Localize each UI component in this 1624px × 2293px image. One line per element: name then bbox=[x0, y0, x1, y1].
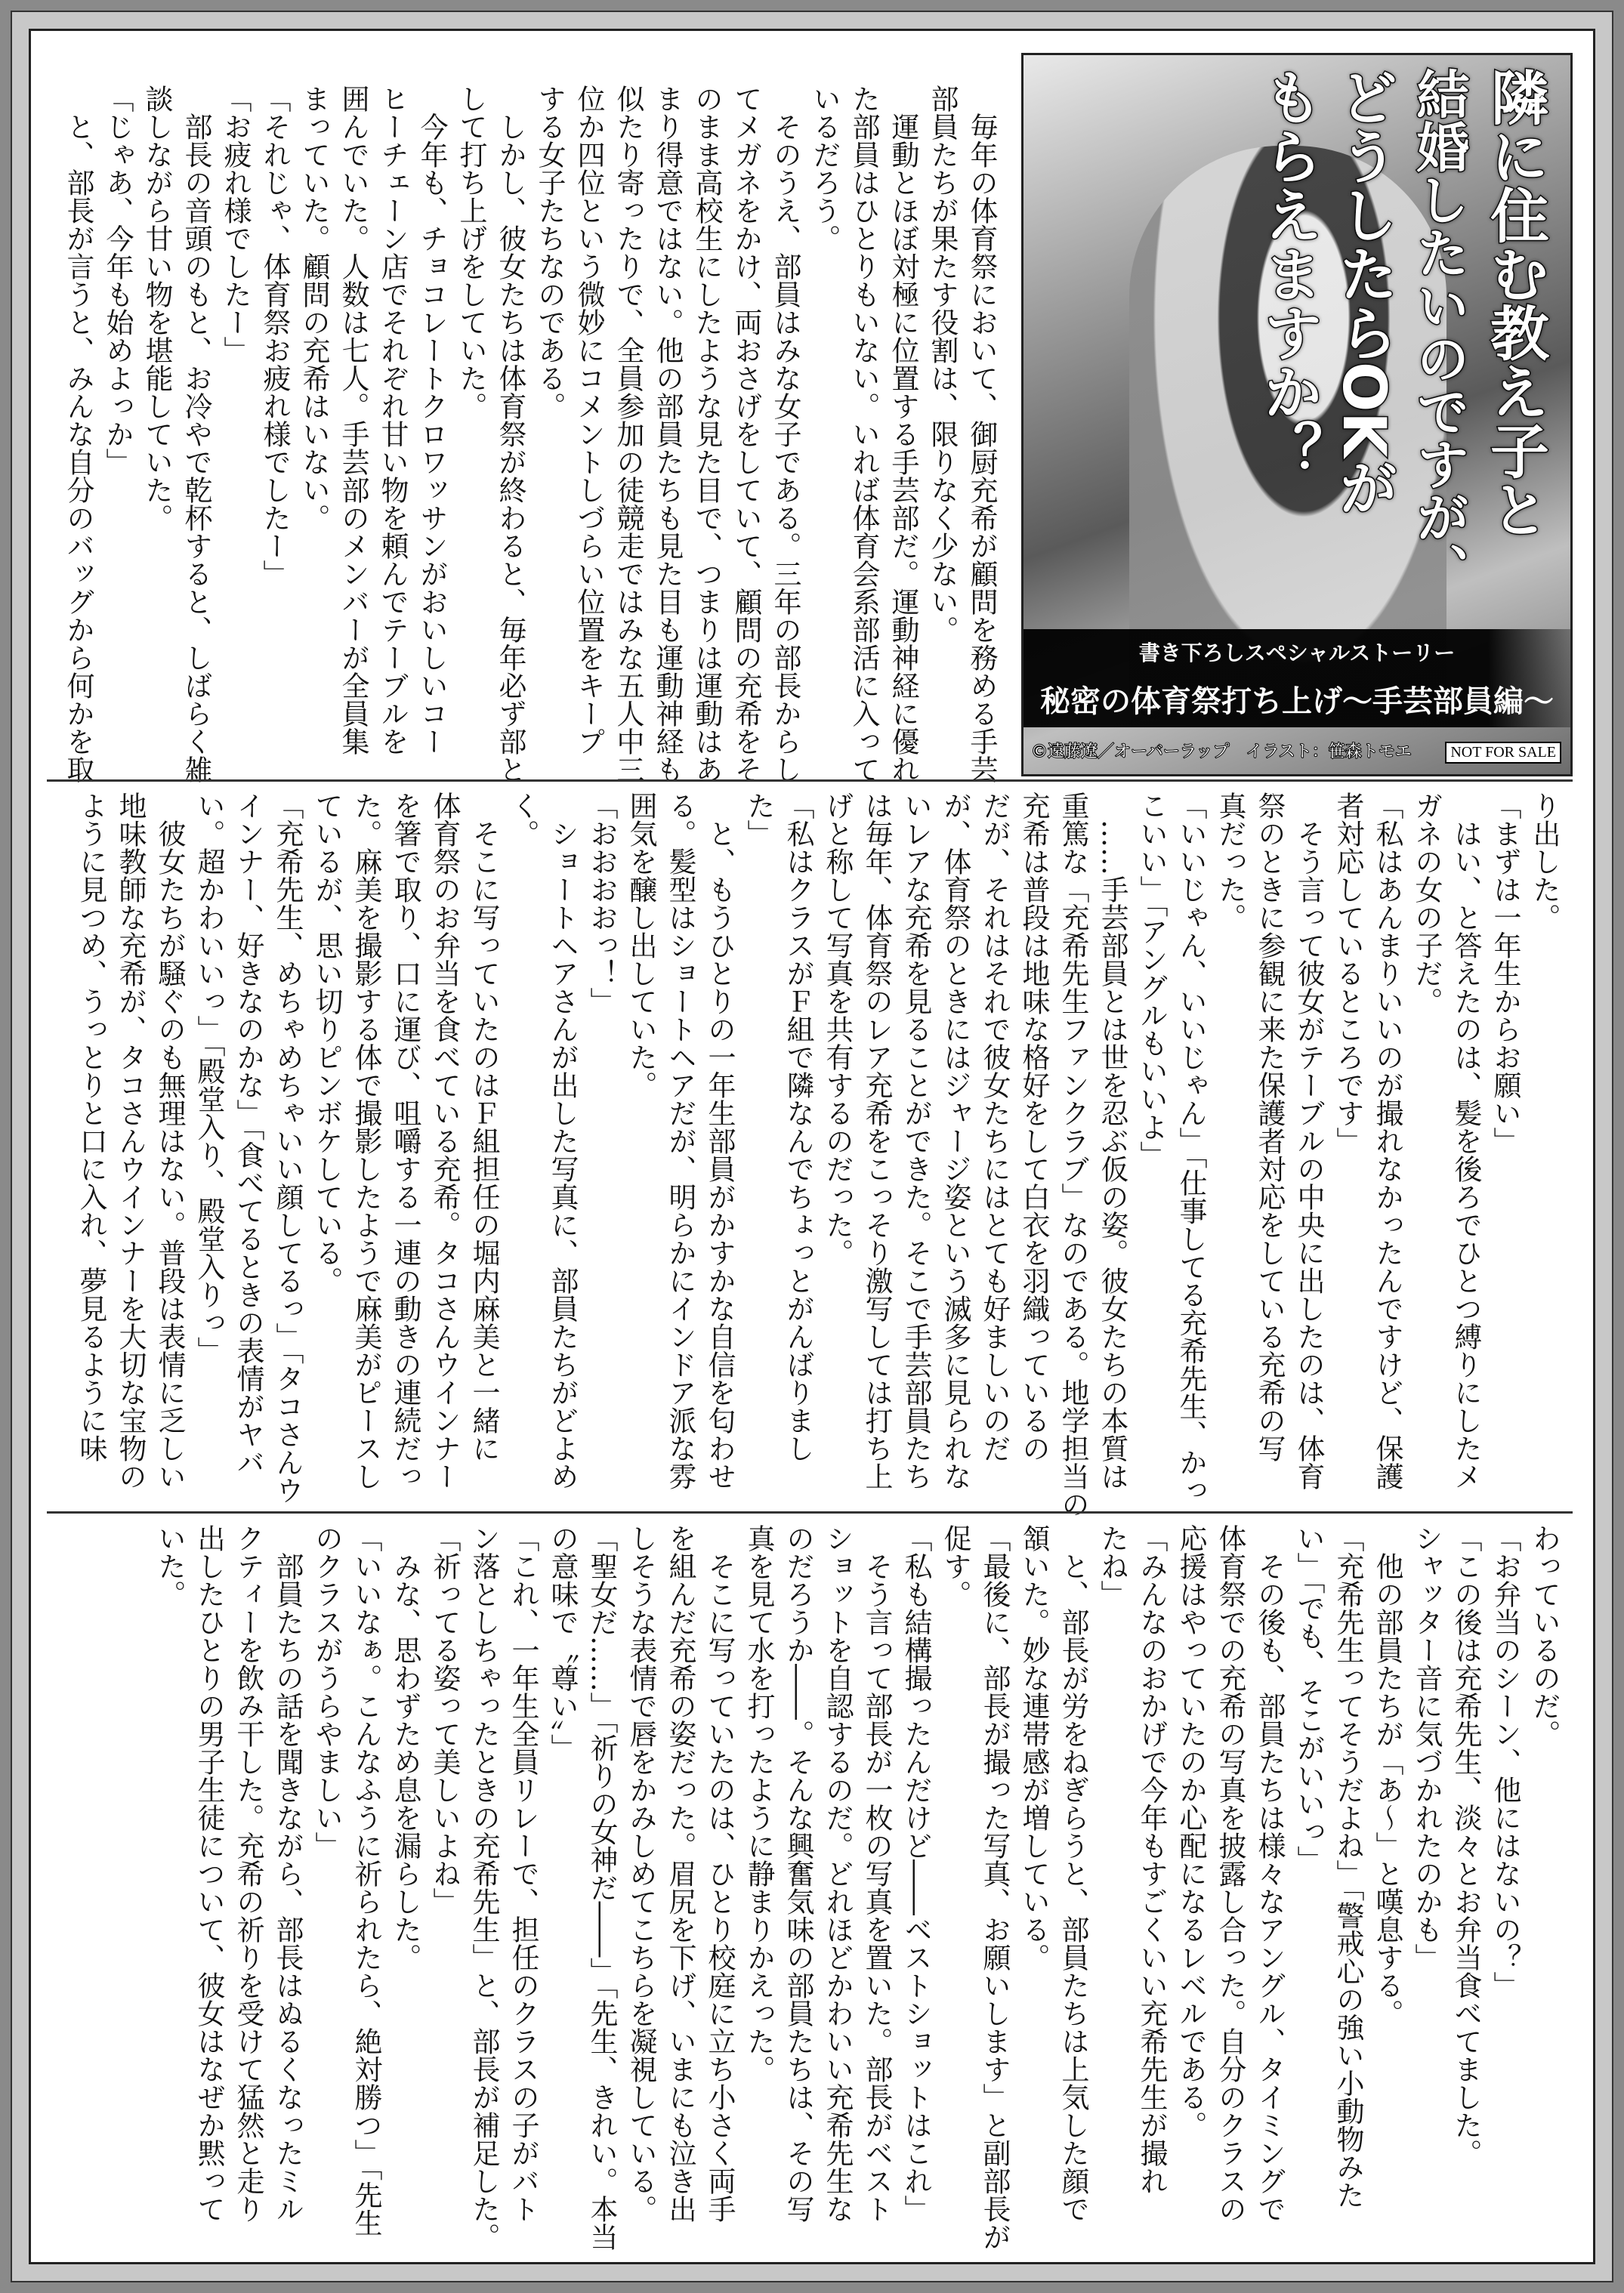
cover-title-line: 結婚したいのですが、 bbox=[1408, 67, 1470, 596]
text-line: しかし、彼女たちは体育祭が終わると、毎年必ず部と bbox=[494, 85, 526, 783]
text-line: そう言って彼女がテーブルの中央に出したのは、体育 bbox=[1292, 792, 1325, 1490]
text-line: 頷いた。妙な連帯感が増している。 bbox=[1017, 1524, 1050, 1971]
text-line: ン落としちゃったときの充希先生」と、部長が補足した。 bbox=[468, 1524, 500, 2251]
cover-title-line: もらえますか？ bbox=[1254, 67, 1322, 480]
text-line: そのうえ、部員はみな女子である。三年の部長からし bbox=[769, 85, 801, 783]
text-line: 出したひとりの男子生徒について、彼女はなぜか黙って bbox=[193, 1524, 225, 2223]
text-line: 真だった。 bbox=[1214, 792, 1246, 931]
text-line: たね」 bbox=[1096, 1524, 1128, 1608]
text-line: 「私はクラスがＦ組で隣なんでちょっとがんばりまし bbox=[782, 792, 814, 1462]
text-line: 彼女たちが騒ぐのも無理はない。普段は表情に乏しい bbox=[153, 792, 186, 1490]
special-story-label: 書き下ろしスペシャルストーリー bbox=[1138, 640, 1456, 665]
text-line: して打ち上げをしていた。 bbox=[455, 85, 487, 420]
text-line: まり得意ではない。他の部員たちも見た目も運動神経も bbox=[651, 85, 684, 783]
cover-title-line: どうしたらOKが bbox=[1329, 67, 1397, 517]
text-line: はい、と答えたのは、髪を後ろでひとつ縛りにしたメ bbox=[1450, 792, 1482, 1490]
text-line: 「いいなぁ。こんなふうに祈られたら、絶対勝つ」「先生 bbox=[350, 1524, 382, 2237]
text-line: た」 bbox=[743, 792, 775, 847]
text-line: 「この後は充希先生、淡々とお弁当食べてました。 bbox=[1450, 1524, 1482, 2167]
text-line: 「祈ってる姿って美しいよね」 bbox=[428, 1524, 461, 1915]
text-line: 似たり寄ったりで、全員参加の徒競走ではみな五人中三 bbox=[612, 85, 644, 783]
text-line: 体育祭のお弁当を食べている充希。タコさんウインナー bbox=[428, 792, 461, 1490]
copyright-credit: ©遠藤遼／オーバーラップ イラスト：笹森トモエ bbox=[1031, 742, 1412, 761]
story-text-middle bbox=[71, 792, 1564, 1518]
text-line: ショートヘアさんが出した写真に、部員たちがどよめ bbox=[546, 792, 579, 1490]
story-text-top bbox=[58, 85, 1001, 783]
text-line: のだろうか――。そんな興奮気味の部員たちは、その写 bbox=[782, 1524, 814, 2223]
text-line: 他の部員たちが「あ〜」と嘆息する。 bbox=[1371, 1524, 1403, 2027]
text-line: と、もうひとりの一年生部員がかすかな自信を匂わせ bbox=[703, 792, 736, 1490]
text-line: 「私も結構撮ったんだけど――ベストショットはこれ」 bbox=[900, 1524, 932, 2223]
text-line: しそうな表情で唇をかみしめてこちらを凝視している。 bbox=[625, 1524, 657, 2223]
text-line: クティーを飲み干した。充希の祈りを受けて猛然と走り bbox=[232, 1524, 264, 2223]
text-line: と、部長が労をねぎらうと、部員たちは上気した顔で bbox=[1057, 1524, 1089, 2223]
text-line: 「おおおおっ！」 bbox=[585, 792, 618, 1015]
text-line: 部員たちの話を聞きながら、部長はぬるくなったミル bbox=[271, 1524, 304, 2223]
text-line: 促す。 bbox=[939, 1524, 971, 1608]
section-divider bbox=[47, 779, 1573, 782]
text-line: 「お弁当のシーン、他にはないの？」 bbox=[1489, 1524, 1521, 1999]
text-line: そう言って部長が一枚の写真を置いた。部長がベスト bbox=[860, 1524, 893, 2223]
text-line: ショットを自認するのだ。どれほどかわいい充希先生な bbox=[821, 1524, 854, 2223]
text-line: 充希は普段は地味な格好をして白衣を羽織っているの bbox=[1017, 792, 1050, 1462]
text-line: 囲んでいた。人数は七人。手芸部のメンバーが全員集 bbox=[337, 85, 369, 755]
text-line: 毎年の体育祭において、御厨充希が顧問を務める手芸 bbox=[965, 85, 998, 783]
text-line: ヒーチェーン店でそれぞれ甘い物を頼んでテーブルを bbox=[376, 85, 409, 755]
text-line: い。超かわいいっ」「殿堂入り、殿堂入りっ」 bbox=[193, 792, 225, 1365]
text-line: 「それじゃ、体育祭お疲れ様でしたー」 bbox=[258, 85, 291, 588]
text-line: ガネの女の子だ。 bbox=[1410, 792, 1443, 1015]
text-line: のまま高校生にしたような見た目で、つまりは運動はあ bbox=[690, 85, 723, 783]
text-line: ように見つめ、うっとりと口に入れ、夢見るように味 bbox=[75, 792, 107, 1462]
text-line: てメガネをかけ、両おさげをしていて、顧問の充希をそ bbox=[730, 85, 762, 783]
text-line: 「最後に、部長が撮った写真、お願いします」と副部長が bbox=[978, 1524, 1011, 2251]
text-line: いレアな充希を見ることができた。そこで手芸部員たち bbox=[900, 792, 932, 1490]
text-line: 「聖女だ……」「祈りの女神だ――」「先生、きれい。本当 bbox=[585, 1524, 618, 2251]
text-line: 真を見て水を打ったように静まりかえった。 bbox=[743, 1524, 775, 2083]
text-line: まっていた。顧問の充希はいない。 bbox=[298, 85, 330, 532]
text-line: 体育祭での充希の写真を披露し合った。自分のクラスの bbox=[1214, 1524, 1246, 2223]
text-line: が、体育祭のときにはジャージ姿という滅多に見られな bbox=[939, 792, 971, 1490]
text-line: シャッター音に気づかれたのかも」 bbox=[1410, 1524, 1443, 1971]
book-cover-illustration bbox=[1021, 53, 1573, 776]
text-line: そこに写っていたのはＦ組担任の堀内麻美と一緒に bbox=[468, 792, 500, 1462]
text-line: い」「でも、そこがいいっ」 bbox=[1292, 1524, 1325, 1874]
text-line: 囲気を醸し出していた。 bbox=[625, 792, 657, 1099]
text-line: 部長の音頭のもと、お冷やで乾杯すると、しばらく雑 bbox=[180, 85, 212, 783]
text-line: た部員はひとりもいない。いれば体育会系部活に入って bbox=[848, 85, 880, 783]
story-title: 秘密の体育祭打ち上げ〜手芸部員編〜 bbox=[1040, 684, 1554, 719]
text-line: ……手芸部員とは世を忍ぶ仮の姿。彼女たちの本質は bbox=[1096, 792, 1128, 1490]
text-line: 「これ、一年生全員リレーで、担任のクラスの子がバト bbox=[507, 1524, 539, 2223]
text-line: する女子たちなのである。 bbox=[533, 85, 566, 420]
text-line: こいい」「アングルもいいよ」 bbox=[1135, 792, 1168, 1169]
story-title-band bbox=[1023, 629, 1570, 727]
text-line: のクラスがうらやましい」 bbox=[310, 1524, 343, 1859]
text-line: わっているのだ。 bbox=[1528, 1524, 1561, 1748]
text-line: り出した。 bbox=[1528, 792, 1561, 931]
text-line: 「みんなのおかげで今年もすごくいい充希先生が撮れ bbox=[1135, 1524, 1168, 2195]
text-line: いた。 bbox=[153, 1524, 186, 1608]
text-line: は毎年、体育祭のレア充希をこっそり激写しては打ち上 bbox=[860, 792, 893, 1490]
text-line: 「私はあんまりいいのが撮れなかったんですけど、保護 bbox=[1371, 792, 1403, 1490]
text-line: だが、それはそれで彼女たちにはとても好ましいのだ bbox=[978, 792, 1011, 1462]
text-line: インナー、好きなのかな」「食べてるときの表情がヤバ bbox=[232, 792, 264, 1477]
text-line: 今年も、チョコレートクロワッサンがおいしいコー bbox=[415, 85, 448, 755]
story-text-bottom bbox=[150, 1524, 1564, 2251]
text-line: 「じゃあ、今年も始めよっか」 bbox=[101, 85, 134, 476]
section-divider bbox=[47, 1511, 1573, 1514]
text-line: 「いいじゃん、いいじゃん」「仕事してる充希先生、かっ bbox=[1175, 792, 1207, 1504]
text-line: と、部長が言うと、みんな自分のバッグから何かを取 bbox=[62, 85, 94, 783]
text-line: げと称して写真を共有するのだった。 bbox=[821, 792, 854, 1267]
text-line: の意味で〝尊い〟」 bbox=[546, 1524, 579, 1762]
text-line: 位か四位という微妙にコメントしづらい位置をキープ bbox=[573, 85, 605, 755]
text-line: を箸で取り、口に運び、咀嚼する一連の動きの連続だっ bbox=[389, 792, 421, 1490]
text-line: いるだろう。 bbox=[808, 85, 841, 252]
text-line: を組んだ充希の姿だった。眉尻を下げ、いまにも泣き出 bbox=[664, 1524, 696, 2223]
text-line: その後も、部員たちは様々なアングル、タイミングで bbox=[1253, 1524, 1286, 2223]
text-line: る。髪型はショートヘアだが、明らかにインドア派な雰 bbox=[664, 792, 696, 1490]
text-line: ているが、思い切りピンボケしている。 bbox=[310, 792, 343, 1295]
text-line: みな、思わずため息を漏らした。 bbox=[389, 1524, 421, 1971]
cover-title bbox=[1250, 67, 1552, 619]
text-line: そこに写っていたのは、ひとり校庭に立ち小さく両手 bbox=[703, 1524, 736, 2223]
text-line: 運動とほぼ対極に位置する手芸部だ。運動神経に優れ bbox=[887, 85, 919, 783]
text-line: 地味教師な充希が、タコさんウインナーを大切な宝物の bbox=[114, 792, 147, 1490]
text-line: 談しながら甘い物を堪能していた。 bbox=[140, 85, 173, 532]
text-line: 「お疲れ様でしたー」 bbox=[219, 85, 252, 364]
text-line: 部員たちが果たす役割は、限りなく少ない。 bbox=[926, 85, 959, 643]
text-line: 祭のときに参観に来た保護者対応をしている充希の写 bbox=[1253, 792, 1286, 1462]
text-line: 「まずは一年生からお願い」 bbox=[1489, 792, 1521, 1155]
text-line: 「充希先生ってそうだよね」「警戒心の強い小動物みた bbox=[1332, 1524, 1364, 2209]
cover-title-line: 隣に住む教え子と bbox=[1480, 67, 1548, 539]
text-line: た。麻美を撮影する体で撮影したようで麻美がピースし bbox=[350, 792, 382, 1490]
text-line: 応援はやっていたのか心配になるレベルである。 bbox=[1175, 1524, 1207, 2139]
text-line: く。 bbox=[507, 792, 539, 847]
text-line: 重篤な「充希先生ファンクラブ」なのである。地学担当の bbox=[1057, 792, 1089, 1518]
text-line: 「充希先生、めちゃめちゃいい顔してるっ」「タコさんウ bbox=[271, 792, 304, 1504]
text-line: 者対応しているところです」 bbox=[1332, 792, 1364, 1155]
not-for-sale-badge: NOT FOR SALE bbox=[1445, 742, 1561, 764]
